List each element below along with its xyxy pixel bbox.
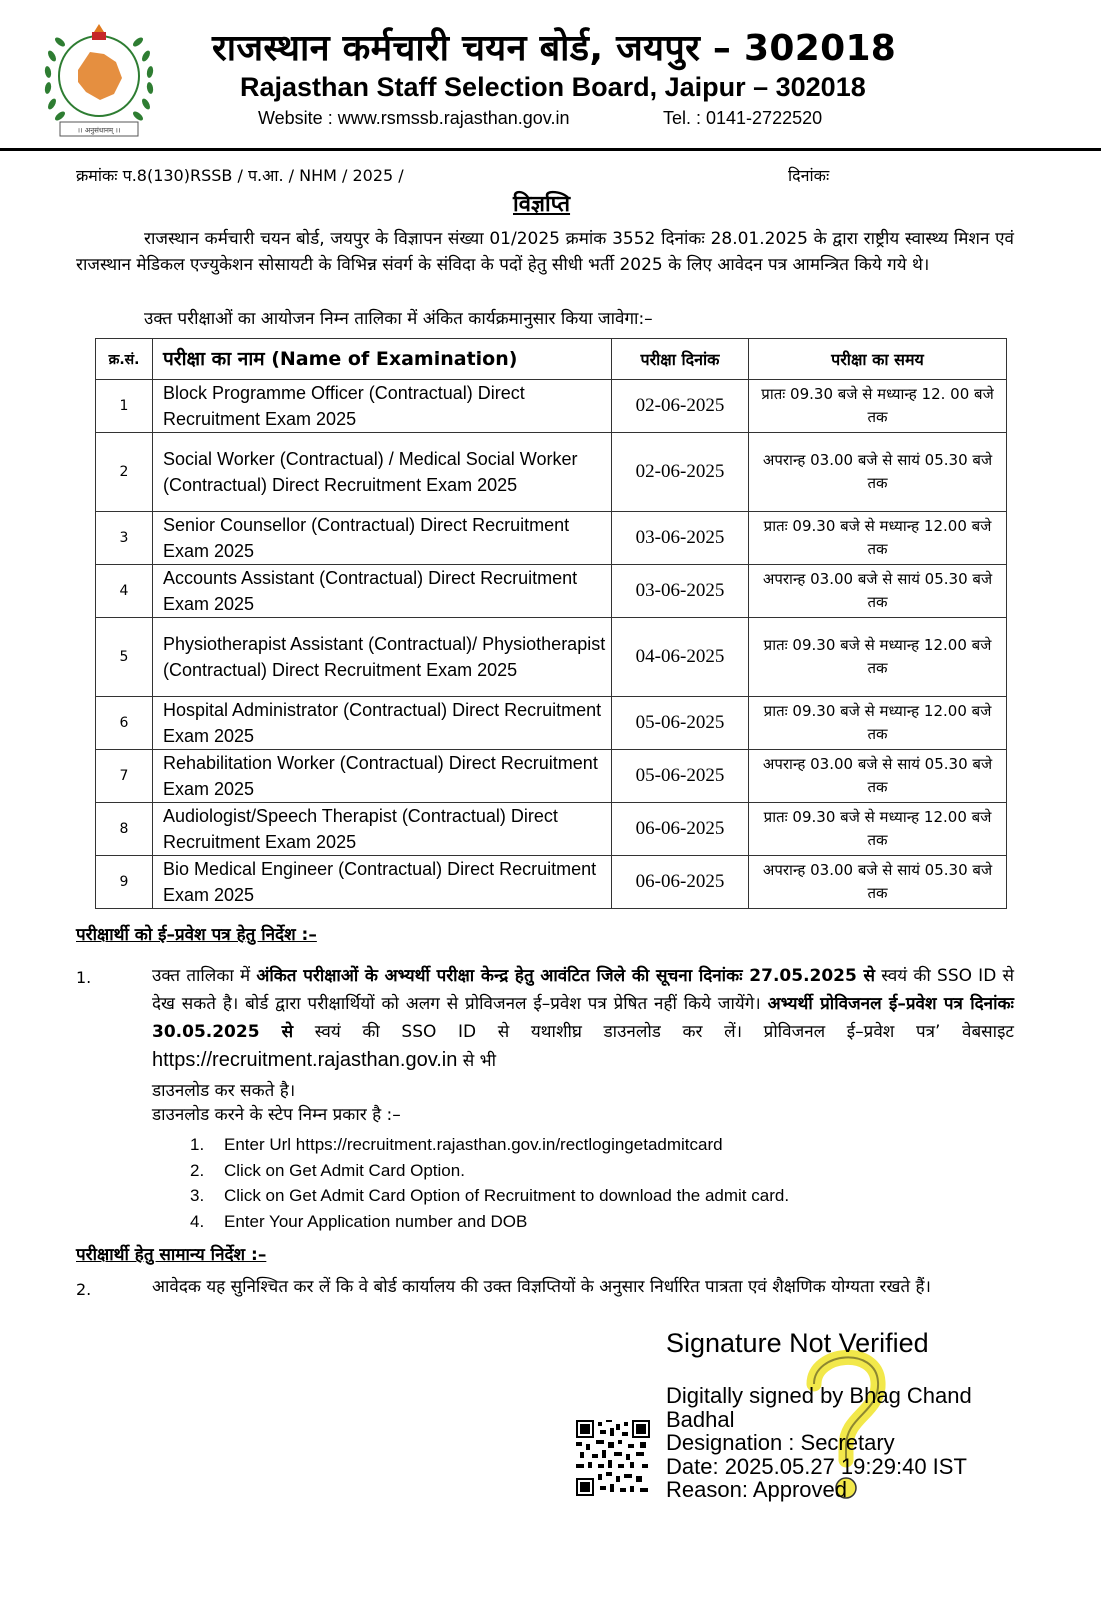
step-number: 4. [190,1211,205,1231]
row-sn: 8 [96,803,153,856]
table-row [96,697,1007,750]
section-1-number: 1. [76,968,92,987]
row-sn: 1 [96,380,153,433]
row-sn: 4 [96,565,153,618]
p1-text-c: स्वयं की SSO ID से देख सकते है। बोर्ड द्वारा परीक्षार्थियों को अलग से प्रोविजनल ई–प्रवेश पत्र प्रेषित नहीं किये जायेंगे। [152,966,1014,1014]
steps-heading: डाउनलोड करने के स्टेप निम्न प्रकार है :– [152,1105,401,1125]
header-exam-time: परीक्षा का समय [749,339,1007,380]
section-2-paragraph: आवेदक यह सुनिश्चित कर लें कि वे बोर्ड कार्यालय की उक्त विज्ञप्तियों के अनुसार निर्धारित पात्रता एवं शैक्षणिक योग्यता रखते हैं। [152,1277,931,1297]
section-2-number: 2. [76,1280,92,1299]
signature-details [666,1384,972,1502]
row-exam-time: अपरान्ह 03.00 बजे से सायं 05.30 बजे तक [749,565,1007,618]
exam-schedule-table [95,338,1007,909]
step-number: 3. [190,1186,205,1205]
step-text: Enter Your Application number and DOB [224,1211,528,1231]
title-english: Rajasthan Staff Selection Board, Jaipur – 302018 [240,72,866,102]
row-exam-name: Rehabilitation Worker (Contractual) Direct Recruitment Exam 2025 [153,750,612,803]
step-number: 1. [190,1135,205,1154]
row-exam-date: 04-06-2025 [612,618,749,697]
row-exam-name: Bio Medical Engineer (Contractual) Direct Recruitment Exam 2025 [153,856,612,909]
logo-motto: ।। अनुसंधानम् ।। [77,126,121,135]
row-exam-name: Hospital Administrator (Contractual) Direct Recruitment Exam 2025 [153,697,612,750]
row-exam-date: 06-06-2025 [612,803,749,856]
list-item [190,1183,789,1209]
row-sn: 5 [96,618,153,697]
section-2-heading: परीक्षार्थी हेतु सामान्य निर्देश :– [76,1245,267,1265]
row-exam-time: प्रातः 09.30 बजे से मध्यान्ह 12.00 बजे तक [749,512,1007,565]
row-exam-time: प्रातः 09.30 बजे से मध्यान्ह 12.00 बजे तक [749,618,1007,697]
row-exam-name: Physiotherapist Assistant (Contractual)/ Physiotherapist (Contractual) Direct Recruitment Exam 2025 [153,618,612,697]
intro-paragraph: राजस्थान कर्मचारी चयन बोर्ड, जयपुर के विज्ञापन संख्या 01/2025 क्रमांक 3552 दिनांकः 28.01.2025 के द्वारा राष्ट्रीय स्वास्थ्य मिशन एवं राजस्थान मेडिकल एज्युकेशन सोसायटी के विभिन्न संवर्ग के संविदा के पदों हेतु सीधी भर्ती 2025 के लिए आवेदन पत्र आमन्त्रित किये गये थे। [76,229,1014,275]
p1-bold-d: अभ्यर्थी प्रोविजनल ई–प्रवेश पत्र दिनांकः 30.05.2025 से [152,994,1014,1042]
header-divider [0,148,1101,151]
section-1-paragraph [152,962,1014,1075]
table-row [96,565,1007,618]
qr-code [576,1420,650,1496]
row-exam-time: प्रातः 09.30 बजे से मध्यान्ह 12. 00 बजे तक [749,380,1007,433]
list-item [190,1209,789,1235]
notice-title: विज्ञप्ति [513,192,571,217]
signed-by-line: Digitally signed by Bhag Chand [666,1383,972,1408]
header-exam-date: परीक्षा दिनांक [612,339,749,380]
website-text: Website : www.rsmssb.rajasthan.gov.in [258,108,570,128]
row-exam-name: Senior Counsellor (Contractual) Direct Recruitment Exam 2025 [153,512,612,565]
row-exam-name: Accounts Assistant (Contractual) Direct Recruitment Exam 2025 [153,565,612,618]
table-header-row [96,339,1007,380]
title-hindi: राजस्थान कर्मचारी चयन बोर्ड, जयपुर – 302018 [212,28,897,69]
row-exam-date: 06-06-2025 [612,856,749,909]
row-exam-time: प्रातः 09.30 बजे से मध्यान्ह 12.00 बजे तक [749,697,1007,750]
table-row [96,433,1007,512]
step-text: Enter Url https://recruitment.rajasthan.gov.in/rectlogingetadmitcard [224,1135,723,1154]
rsmssb-logo [38,12,160,140]
row-sn: 7 [96,750,153,803]
list-item [190,1158,789,1184]
table-row [96,512,1007,565]
row-exam-name: Social Worker (Contractual) / Medical Social Worker (Contractual) Direct Recruitment Exam 2025 [153,433,612,512]
step-text: Click on Get Admit Card Option of Recruitment to download the admit card. [224,1186,790,1205]
row-exam-name: Block Programme Officer (Contractual) Direct Recruitment Exam 2025 [153,380,612,433]
section-1-last-line: डाउनलोड कर सकते है। [152,1081,296,1101]
row-sn: 6 [96,697,153,750]
p1-bold-b: अंकित परीक्षाओं के अभ्यर्थी परीक्षा केन्द्र हेतु आवंटित जिले की सूचना दिनांकः 27.05.2025 से [256,966,876,986]
header-sn: क्र.सं. [96,339,153,380]
list-item [190,1132,789,1158]
date-label: दिनांकः [788,166,830,185]
signature-status: Signature Not Verified [666,1328,929,1358]
p1-text-e: स्वयं की SSO ID से यथाशीघ्र डाउनलोड कर लें। प्रोविजनल ई–प्रवेश पत्र’ वेबसाइट [293,1022,1014,1042]
reference-number: क्रमांकः प.8(130)RSSB / प.आ. / NHM / 2025 / [76,166,404,185]
row-exam-date: 03-06-2025 [612,565,749,618]
p1-text-f: से भी [457,1051,496,1071]
telephone-text: Tel. : 0141-2722520 [663,108,823,128]
table-row [96,750,1007,803]
row-sn: 9 [96,856,153,909]
row-exam-date: 02-06-2025 [612,433,749,512]
row-exam-time: अपरान्ह 03.00 बजे से सायं 05.30 बजे तक [749,750,1007,803]
step-number: 2. [190,1160,205,1180]
section-1-heading: परीक्षार्थी को ई–प्रवेश पत्र हेतु निर्देश :– [76,925,317,945]
table-row [96,618,1007,697]
signature-date-line: Date: 2025.05.27 19:29:40 IST [666,1453,967,1479]
p1-text-a: उक्त तालिका में [152,966,257,986]
row-exam-date: 05-06-2025 [612,750,749,803]
intro-line-2: उक्त परीक्षाओं का आयोजन निम्न तालिका में अंकित कार्यक्रमानुसार किया जावेगा:– [144,309,653,329]
header-exam-name: परीक्षा का नाम (Name of Examination) [153,339,612,380]
table-row [96,803,1007,856]
table-row [96,380,1007,433]
designation-line: Designation : Secretary [666,1430,895,1455]
download-steps-list [190,1132,789,1234]
recruitment-url: https://recruitment.rajasthan.gov.in [152,1049,458,1071]
row-exam-time: अपरान्ह 03.00 बजे से सायं 05.30 बजे तक [749,433,1007,512]
step-text: Click on Get Admit Card Option. [224,1160,465,1180]
signature-reason-line: Reason: Approved [666,1477,848,1502]
row-exam-date: 02-06-2025 [612,380,749,433]
signer-surname-line: Badhal [666,1406,735,1432]
row-sn: 3 [96,512,153,565]
row-exam-time: अपरान्ह 03.00 बजे से सायं 05.30 बजे तक [749,856,1007,909]
table-row [96,856,1007,909]
row-exam-date: 05-06-2025 [612,697,749,750]
row-exam-date: 03-06-2025 [612,512,749,565]
row-sn: 2 [96,433,153,512]
row-exam-name: Audiologist/Speech Therapist (Contractual) Direct Recruitment Exam 2025 [153,803,612,856]
row-exam-time: प्रातः 09.30 बजे से मध्यान्ह 12.00 बजे तक [749,803,1007,856]
